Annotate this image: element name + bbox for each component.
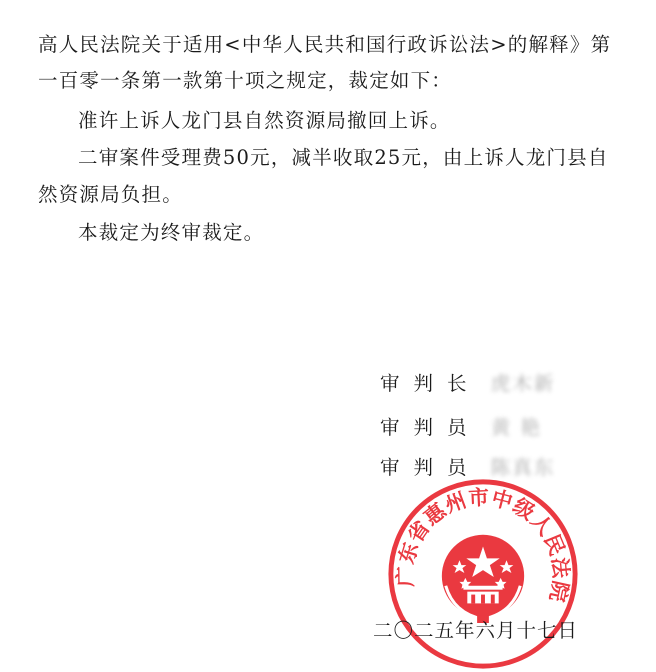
seal-text-arc: 广东省惠州市中级人民法院	[393, 485, 574, 605]
body-line-2: 一百零一条第一款第十项之规定，裁定如下：	[38, 69, 453, 92]
signature-row-presiding-judge	[380, 372, 555, 396]
signature-role: 审判员	[380, 416, 481, 439]
body-line-5: 然资源局负担。	[38, 183, 183, 206]
signature-row-judge-1	[380, 416, 542, 440]
body-line-6: 本裁定为终审裁定。	[78, 221, 265, 244]
signature-name-redacted: 虎木新	[490, 372, 556, 395]
body-line-3: 准许上诉人龙门县自然资源局撤回上诉。	[78, 109, 451, 132]
body-line-4: 二审案件受理费50元，减半收取25元，由上诉人龙门县自	[78, 146, 609, 169]
body-line-1: 高人民法院关于适用<中华人民共和国行政诉讼法>的解释》第	[38, 33, 612, 56]
signature-role: 审判长	[380, 372, 481, 395]
judgment-date: 二〇二五年六月十七日	[373, 619, 579, 642]
signature-name-redacted: 陈真东	[490, 456, 556, 479]
signature-name-redacted: 黄 艳	[490, 416, 542, 439]
signature-role: 审判员	[380, 456, 481, 479]
national-emblem-icon	[442, 535, 524, 623]
